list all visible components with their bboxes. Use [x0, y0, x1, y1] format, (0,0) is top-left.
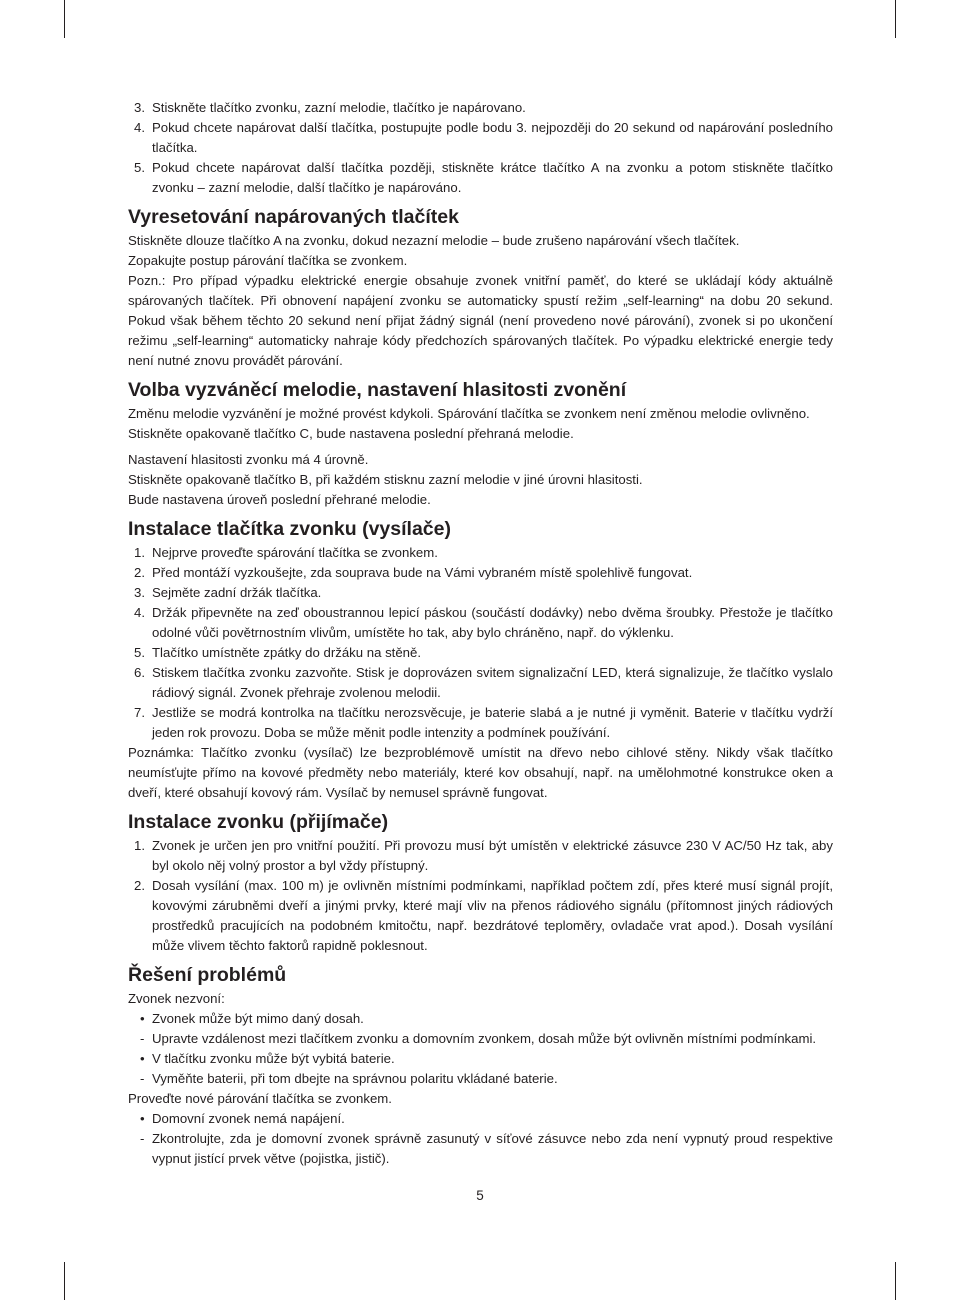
paragraph: Nastavení hlasitosti zvonku má 4 úrovně. [128, 452, 369, 467]
section-title-transmitter: Instalace tlačítka zvonku (vysílače) [128, 518, 451, 540]
list-item: - Vyměňte baterii, při tom dbejte na správnou polaritu vkládané baterie. [140, 1071, 558, 1086]
paragraph: Proveďte nové párování tlačítka se zvonkem. [128, 1091, 392, 1106]
list-item: 3. Stiskněte tlačítko zvonku, zazní melodie, tlačítko je napárovano. [134, 100, 526, 115]
trouble-list-2 [128, 1109, 833, 1169]
page-content [128, 98, 833, 1169]
section-title-troubleshooting: Řešení problémů [128, 964, 287, 986]
paragraph-note: Poznámka: Tlačítko zvonku (vysílač) lze bezproblémově umístit na dřevo nebo cihlové stěny. Nikdy však tlačítko neumísťujte přímo na kovové předměty nebo materiály, které kov obsahují, např. na umělohmotné konstrukce oken a dveří, které obsahují kovový rám. Vysílač by nemusel správně fungovat. [128, 745, 833, 800]
list-item: - Upravte vzdálenost mezi tlačítkem zvonku a domovním zvonkem, dosah může být ovlivněn místními podmínkami. [140, 1031, 817, 1046]
transmitter-steps-list [128, 543, 833, 743]
list-item: 5. Tlačítko umístněte zpátky do držáku na stěně. [134, 645, 422, 660]
paragraph: Bude nastavena úroveň poslední přehrané melodie. [128, 492, 431, 507]
paragraph: Zvonek nezvoní: [128, 991, 225, 1006]
list-item: • Zvonek může být mimo daný dosah. [140, 1011, 364, 1026]
paragraph: Zopakujte postup párování tlačítka se zvonkem. [128, 253, 408, 268]
list-item: 1. Zvonek je určen jen pro vnitřní použití. Při provozu musí být umístěn v elektrické zásuvce 230 V AC/50 Hz tak, aby byl okolo něj volný prostor a byl vždy přístupný. [134, 838, 833, 873]
list-item: 4. Držák připevněte na zeď oboustrannou lepicí páskou (součástí dodávky) nebo dvěma šroubky. Přestože je tlačítko odolné vůči povětrnostním vlivům, umístěte ho tak, aby bylo chráněno, např. do výklenku. [134, 605, 833, 640]
paragraph: Stiskněte dlouze tlačítko A na zvonku, dokud nezazní melodie – bude zrušeno napárování všech tlačítek. [128, 233, 740, 248]
list-item: 5. Pokud chcete napárovat další tlačítka později, stiskněte krátce tlačítko A na zvonku a potom stiskněte tlačítko zvonku – zazní melodie, další tlačítko je napárováno. [134, 160, 833, 195]
crop-mark-top-right [895, 0, 896, 38]
list-item: 2. Před montáží vyzkoušejte, zda souprava bude na Vámi vybraném místě spolehlivě fungovat. [134, 565, 693, 580]
paragraph: Stiskněte opakovaně tlačítko B, při každém stisknu zazní melodie v jiné úrovni hlasitosti. [128, 472, 643, 487]
list-item: 4. Pokud chcete napárovat další tlačítka, postupujte podle bodu 3. nejpozději do 20 sekund od napárování posledního tlačítka. [134, 120, 833, 155]
paragraph: Změnu melodie vyzvánění je možné provést kdykoli. Spárování tlačítka se zvonkem není změnou melodie ovlivněno. [128, 406, 810, 421]
list-item: 3. Sejměte zadní držák tlačítka. [134, 585, 322, 600]
list-item: 6. Stiskem tlačítka zvonku zazvoňte. Stisk je doprovázen svitem signalizační LED, která signalizuje, že tlačítko vyslalo rádiový signál. Zvonek přehraje zvolenou melodii. [134, 665, 833, 700]
list-item: 7. Jestliže se modrá kontrolka na tlačítku nerozsvěcuje, je baterie slabá a je nutné ji vyměnit. Baterie v tlačítku vydrží jeden rok provozu. Doba se může měnit podle intenzity a podmínek používání. [134, 705, 833, 740]
page-number: 5 [476, 1188, 484, 1203]
paragraph-note: Pozn.: Pro případ výpadku elektrické energie obsahuje zvonek vnitřní paměť, do které se ukládají kódy aktuálně spárovaných tlačítek. Při obnovení napájení zvonku se automaticky spustí režim „self-learning“ na dobu 20 sekund. Pokud však během těchto 20 sekund není přijat žádný signál (není provedeno nové párování), zvonek si po ukončení režimu „self-learning“ automaticky nahraje kódy předchozích spárovaných tlačítek. Po výpadku elektrické energie tedy není nutné znovu provádět párování. [128, 273, 833, 368]
section-title-melody: Volba vyzváněcí melodie, nastavení hlasitosti zvonění [128, 379, 627, 401]
crop-mark-top-left [64, 0, 65, 38]
list-item: 1. Nejprve proveďte spárování tlačítka se zvonkem. [134, 545, 438, 560]
list-item: 2. Dosah vysílání (max. 100 m) je ovlivněn místními podmínkami, například počtem zdí, přes které musí signál projít, kovovými zárubněmi dveří a jinými prvky, které mají vliv na přenos rádiového signálu (přítomnost jiných rádiových prostředků pracujících na podobném kmitočtu, např. bezdrátové teploměry, ovladače vrat apod.). Dosah vysílání může vlivem těchto faktorů rapidně poklesnout. [134, 878, 833, 953]
list-item: - Zkontrolujte, zda je domovní zvonek správně zasunutý v síťové zásuvce nebo zda není vypnutý proud respektive vypnut jistící prvek větve (pojistka, jistič). [140, 1131, 833, 1166]
trouble-list-1 [128, 1009, 833, 1089]
crop-mark-bottom-right [895, 1262, 896, 1300]
pairing-steps-list [128, 98, 833, 198]
list-item: • V tlačítku zvonku může být vybitá baterie. [140, 1051, 395, 1066]
paragraph: Stiskněte opakovaně tlačítko C, bude nastavena poslední přehraná melodie. [128, 426, 574, 441]
section-title-receiver: Instalace zvonku (přijímače) [128, 811, 389, 833]
list-item: • Domovní zvonek nemá napájení. [140, 1111, 345, 1126]
receiver-steps-list [128, 836, 833, 956]
crop-mark-bottom-left [64, 1262, 65, 1300]
section-title-reset: Vyresetování napárovaných tlačítek [128, 206, 459, 228]
